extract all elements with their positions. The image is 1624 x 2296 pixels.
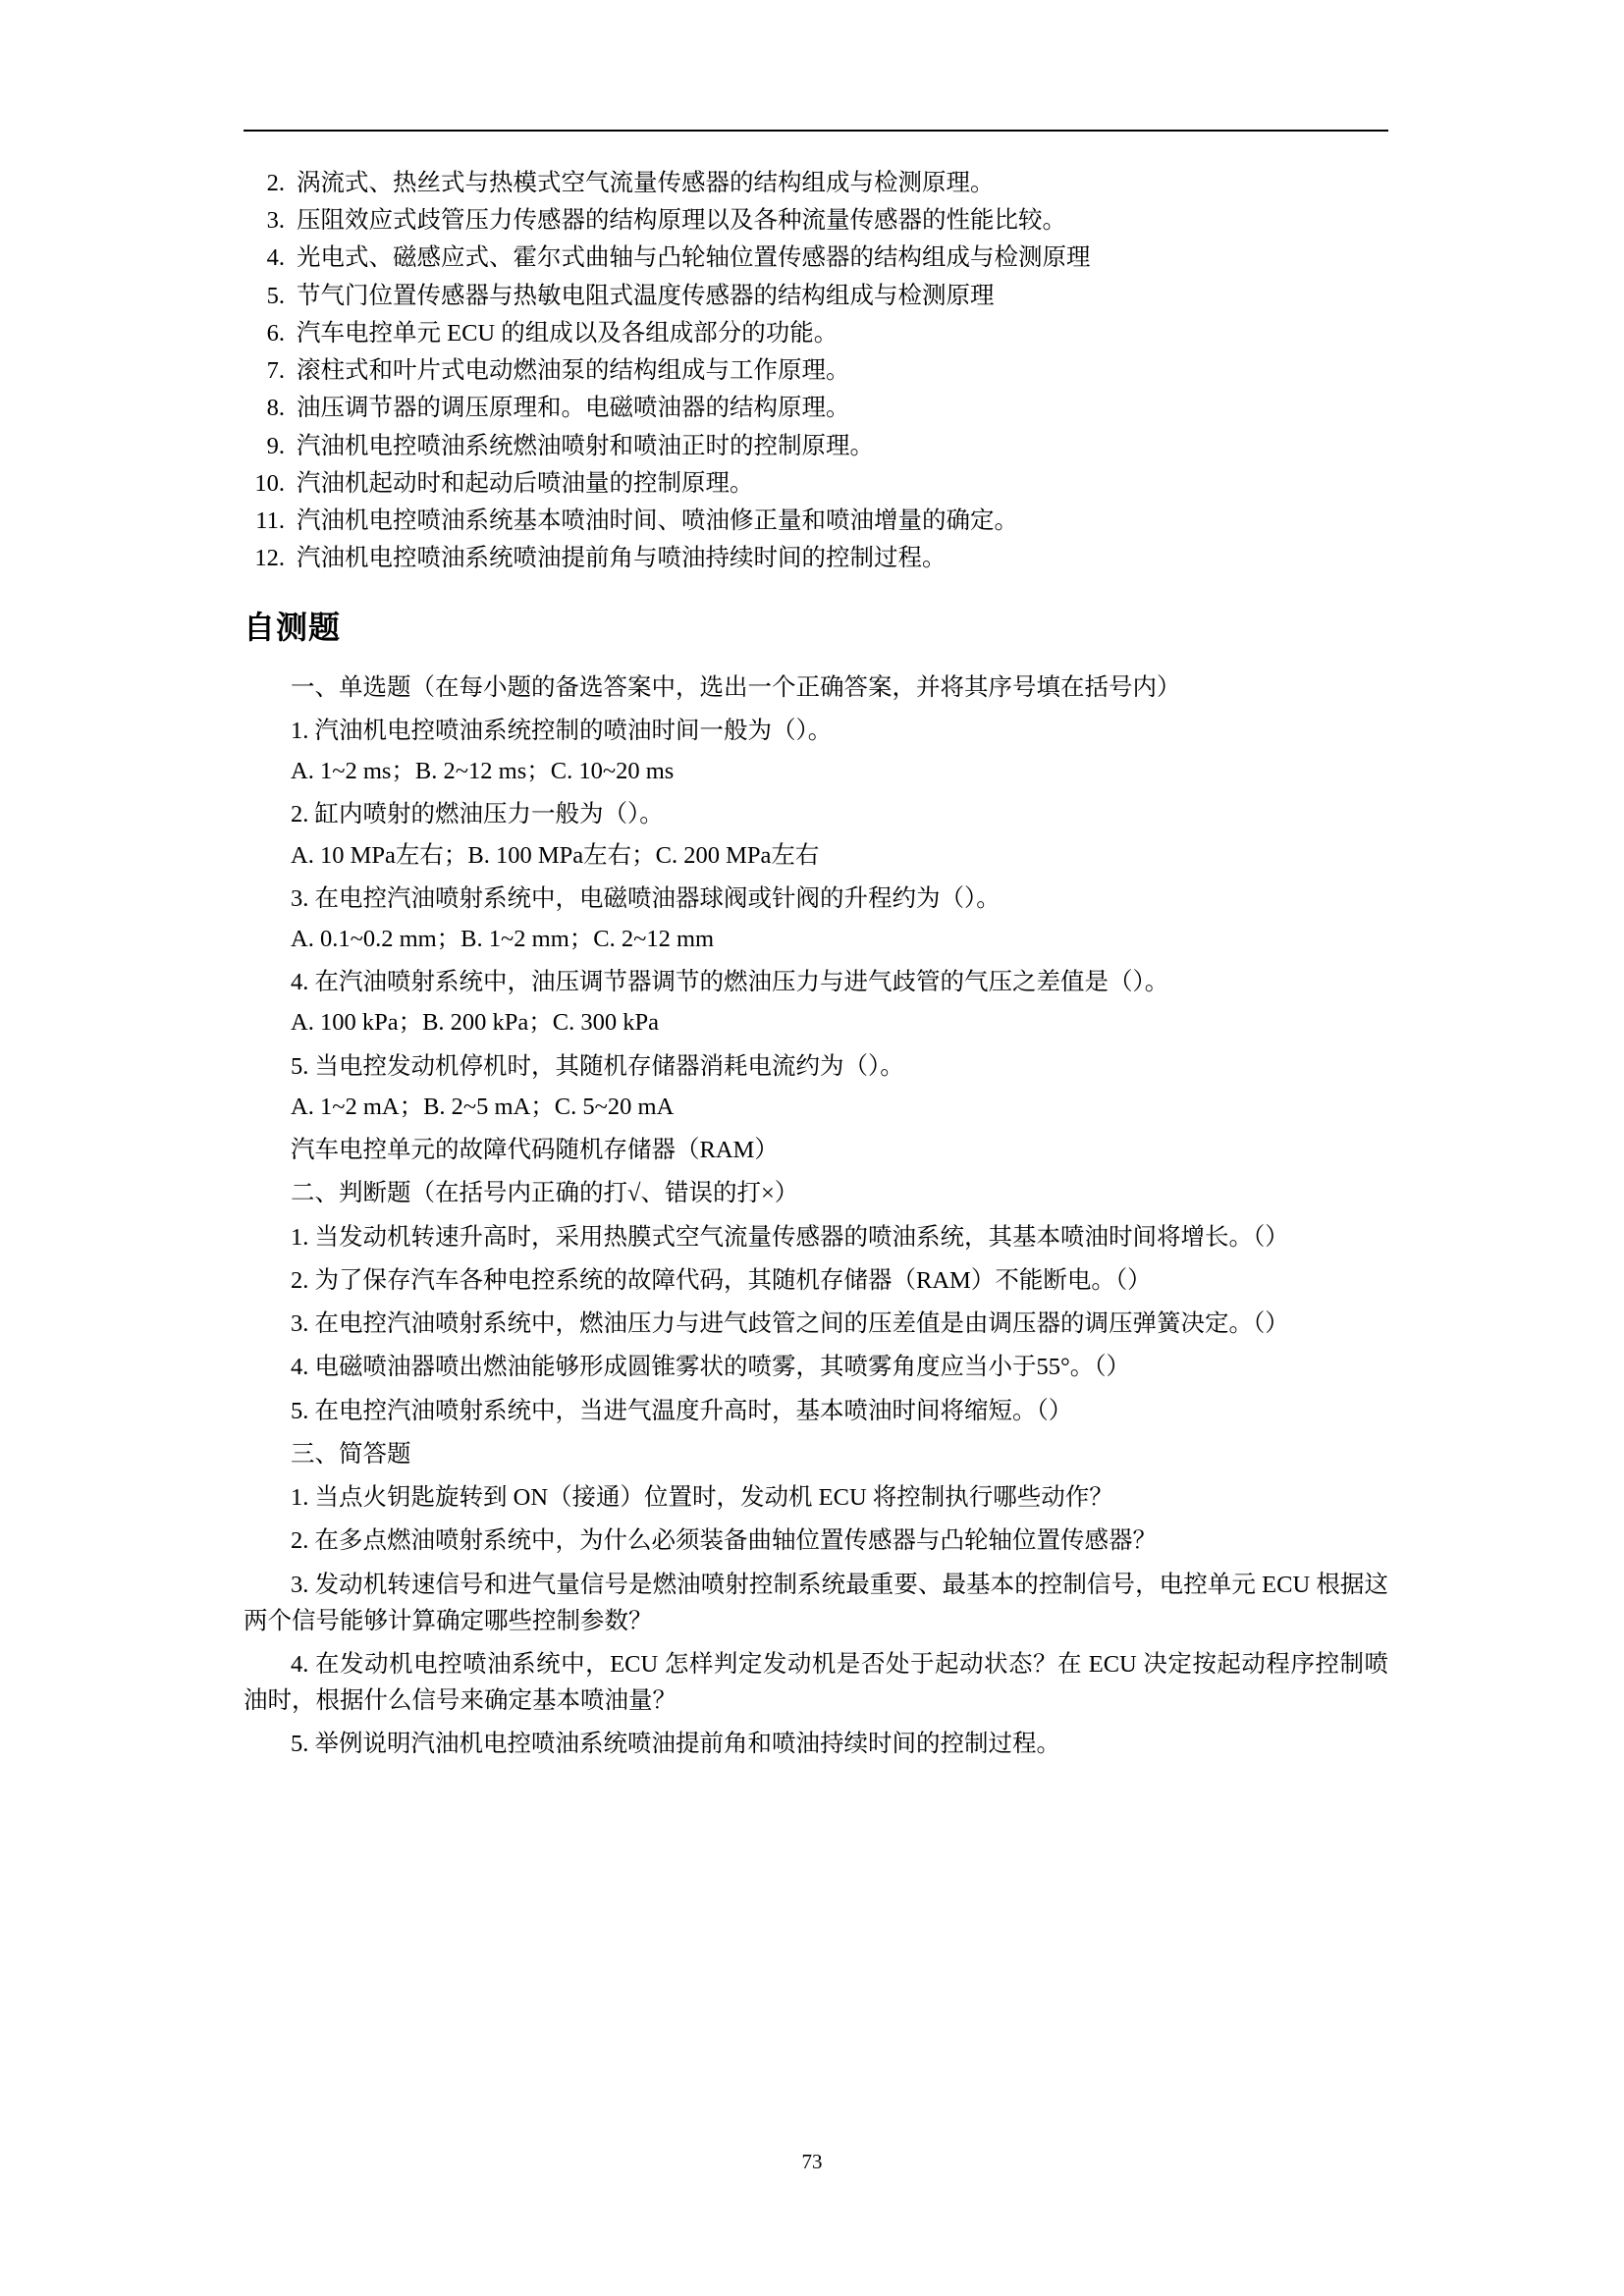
part-three-heading: 三、简答题 xyxy=(291,1440,411,1468)
list-item-text: 汽油机电控喷油系统基本喷油时间、喷油修正量和喷油增量的确定。 xyxy=(297,507,1018,535)
list-item-number: 8. xyxy=(266,395,285,422)
list-item-text: 汽油机电控喷油系统喷油提前角与喷油持续时间的控制过程。 xyxy=(297,545,947,572)
mc-question: 5. 当电控发动机停机时，其随机存储器消耗电流约为（）。 xyxy=(291,1052,904,1080)
tf-question: 3. 在电控汽油喷射系统中，燃油压力与进气歧管之间的压差值是由调压器的调压弹簧决定。（） xyxy=(291,1310,1289,1338)
list-item xyxy=(244,202,1388,239)
list-item-number: 7. xyxy=(266,357,285,385)
list-item-number: 11. xyxy=(255,507,285,535)
header-rule xyxy=(244,130,1388,132)
page-number: 73 xyxy=(801,2150,823,2173)
sa-question: 5. 举例说明汽油机电控喷油系统喷油提前角和喷油持续时间的控制过程。 xyxy=(291,1731,1060,1758)
list-item xyxy=(244,465,1388,502)
mc-question: 1. 汽油机电控喷油系统控制的喷油时间一般为（）。 xyxy=(291,717,833,744)
mc-options: A. 100 kPa；B. 200 kPa；C. 300 kPa xyxy=(291,1009,660,1037)
mc-question: 2. 缸内喷射的燃油压力一般为（）。 xyxy=(291,801,664,828)
mc-options: A. 0.1~0.2 mm；B. 1~2 mm；C. 2~12 mm xyxy=(291,925,715,952)
list-item xyxy=(244,352,1388,389)
list-item-number: 12. xyxy=(254,545,285,572)
note-line: 汽车电控单元的故障代码随机存储器（RAM） xyxy=(291,1137,779,1164)
list-item xyxy=(244,165,1388,201)
mc-options: A. 1~2 ms；B. 2~12 ms；C. 10~20 ms xyxy=(291,758,675,785)
list-item-text: 汽油机起动时和起动后喷油量的控制原理。 xyxy=(297,469,754,497)
part-two-heading: 二、判断题（在括号内正确的打√、错误的打×） xyxy=(291,1180,799,1207)
list-item-text: 滚柱式和叶片式电动燃油泵的结构组成与工作原理。 xyxy=(297,357,850,385)
list-item-number: 6. xyxy=(266,319,285,347)
list-item xyxy=(244,540,1388,576)
tf-question: 5. 在电控汽油喷射系统中，当进气温度升高时，基本喷油时间将缩短。（） xyxy=(291,1397,1073,1424)
tf-question: 2. 为了保存汽车各种电控系统的故障代码，其随机存储器（RAM）不能断电。（） xyxy=(291,1266,1152,1294)
list-item-number: 9. xyxy=(266,432,285,459)
list-item-text: 节气门位置传感器与热敏电阻式温度传感器的结构组成与检测原理 xyxy=(297,282,995,309)
list-item-text: 涡流式、热丝式与热模式空气流量传感器的结构组成与检测原理。 xyxy=(297,170,995,196)
list-item-number: 5. xyxy=(266,282,285,309)
list-item xyxy=(244,390,1388,426)
mc-options: A. 10 MPa左右；B. 100 MPa左右；C. 200 MPa左右 xyxy=(291,841,820,869)
sa-question: 2. 在多点燃油喷射系统中，为什么必须装备曲轴位置传感器与凸轮轴位置传感器？ xyxy=(291,1527,1157,1555)
list-item-number: 4. xyxy=(266,244,285,272)
list-item-text: 油压调节器的调压原理和。电磁喷油器的结构原理。 xyxy=(297,395,850,422)
sa-question: 4. 在发动机电控喷油系统中，ECU 怎样判定发动机是否处于起动状态？在 ECU 决定按起动程序控制喷油时，根据什么信号来确定基本喷油量？ xyxy=(244,1650,1388,1715)
page-content xyxy=(244,130,1388,1770)
list-item xyxy=(244,428,1388,464)
sa-question: 1. 当点火钥匙旋转到 ON（接通）位置时，发动机 ECU 将控制执行哪些动作？ xyxy=(291,1484,1113,1512)
list-item-text: 汽油机电控喷油系统燃油喷射和喷油正时的控制原理。 xyxy=(297,432,874,459)
tf-question: 4. 电磁喷油器喷出燃油能够形成圆锥雾状的喷雾，其喷雾角度应当小于55°。（） xyxy=(291,1354,1131,1381)
mc-question: 3. 在电控汽油喷射系统中，电磁喷油器球阀或针阀的升程约为（）。 xyxy=(291,884,1001,912)
list-item-text: 汽车电控单元 ECU 的组成以及各组成部分的功能。 xyxy=(297,319,839,347)
list-item-number: 3. xyxy=(266,207,285,235)
tf-question: 1. 当发动机转速升高时，采用热膜式空气流量传感器的喷油系统，其基本喷油时间将增长。（） xyxy=(291,1223,1289,1251)
list-item-number: 2. xyxy=(266,170,285,196)
list-item-text: 光电式、磁感应式、霍尔式曲轴与凸轮轴位置传感器的结构组成与检测原理 xyxy=(297,244,1091,272)
list-item xyxy=(244,503,1388,539)
sa-question: 3. 发动机转速信号和进气量信号是燃油喷射控制系统最重要、最基本的控制信号，电控单元 ECU 根据这两个信号能够计算确定哪些控制参数？ xyxy=(244,1571,1388,1634)
part-one-heading: 一、单选题（在每小题的备选答案中，选出一个正确答案，并将其序号填在括号内） xyxy=(291,673,1181,701)
list-item xyxy=(244,278,1388,314)
review-question-list xyxy=(244,165,1388,577)
list-item-text: 压阻效应式歧管压力传感器的结构原理以及各种流量传感器的性能比较。 xyxy=(297,207,1066,235)
mc-question: 4. 在汽油喷射系统中，油压调节器调节的燃油压力与进气歧管的气压之差值是（）。 xyxy=(291,969,1169,996)
list-item xyxy=(244,315,1388,351)
mc-options: A. 1~2 mA；B. 2~5 mA；C. 5~20 mA xyxy=(291,1093,675,1120)
section-title-self-test: 自测题 xyxy=(244,608,342,646)
list-item xyxy=(244,240,1388,276)
list-item-number: 10. xyxy=(254,469,285,497)
